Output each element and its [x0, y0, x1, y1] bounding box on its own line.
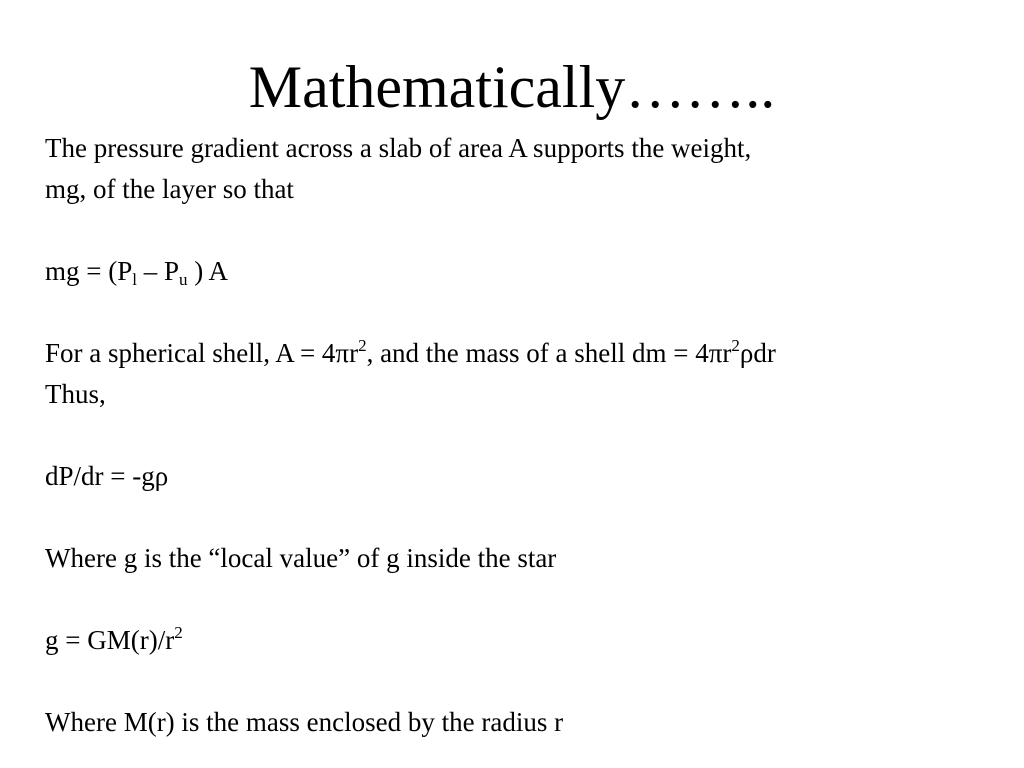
shell-part-1: For a spherical shell, A = 4πr — [45, 338, 359, 368]
shell-statement — [45, 333, 1005, 374]
equation-hydrostatic: dP/dr = -gρ — [45, 461, 169, 491]
equation-gravity — [45, 620, 1005, 661]
where-g-line: Where g is the “local value” of g inside the star — [45, 543, 557, 573]
slide-body — [45, 128, 1005, 743]
superscript-2: 2 — [174, 623, 183, 642]
spacer — [45, 292, 1005, 333]
superscript-2: 2 — [358, 336, 367, 355]
subscript-u: u — [179, 270, 188, 289]
spacer — [45, 415, 1005, 456]
where-m-line: Where M(r) is the mass enclosed by the radius r — [45, 707, 564, 737]
spacer — [45, 210, 1005, 251]
subscript-l: l — [132, 270, 137, 289]
spacer — [45, 661, 1005, 702]
thus-line: Thus, — [45, 379, 106, 409]
superscript-2: 2 — [731, 336, 740, 355]
equation-weight-lhs: mg = (P — [45, 256, 133, 286]
shell-part-2: , and the mass of a shell dm = 4πr — [366, 338, 732, 368]
spacer — [45, 497, 1005, 538]
intro-line-2: mg, of the layer so that — [45, 174, 294, 204]
spacer — [45, 579, 1005, 620]
slide-title: Mathematically…….. — [248, 54, 776, 120]
equation-weight-rhs: ) A — [187, 256, 229, 286]
intro-line-1: The pressure gradient across a slab of area A supports the weight, — [45, 133, 752, 163]
equation-gravity-text: g = GM(r)/r — [45, 625, 175, 655]
shell-part-3: ρdr — [739, 338, 776, 368]
equation-weight-mid: – P — [136, 256, 180, 286]
equation-weight — [45, 251, 1005, 292]
